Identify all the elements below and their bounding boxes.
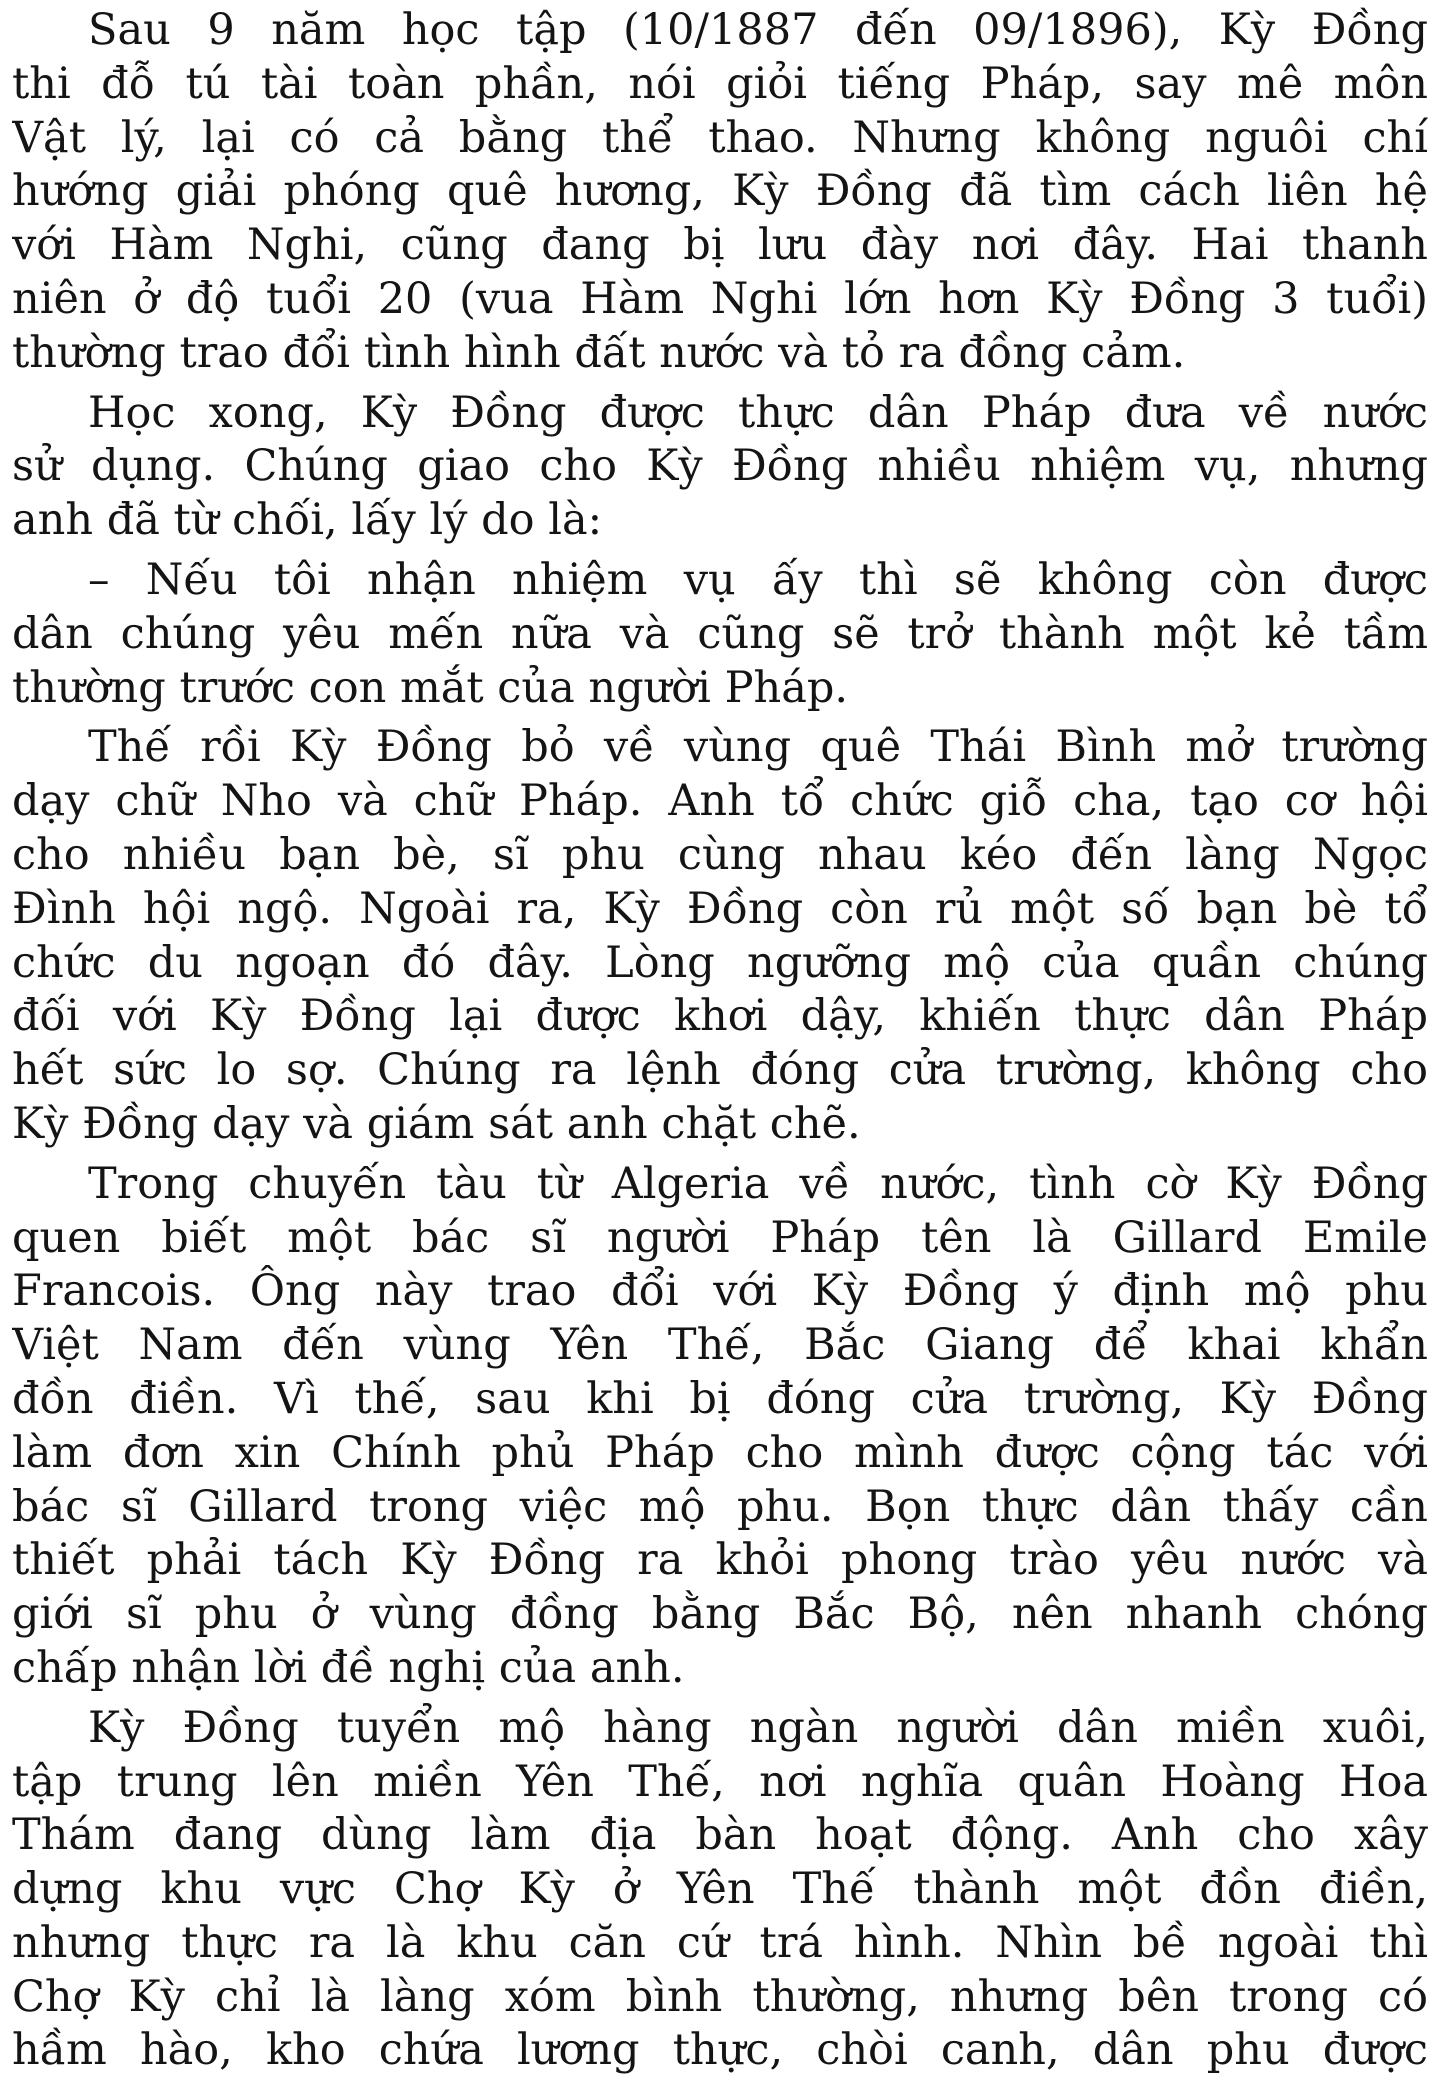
text-line: Kỳ Đồng tuyển mộ hàng ngàn người dân miền xuôi, — [88, 1702, 1428, 1753]
paragraph-4 — [12, 721, 1428, 1151]
text-line: thường trao đổi tình hình đất nước và tỏ ra đồng cảm. — [12, 327, 1186, 378]
text-line: Trong chuyến tàu từ Algeria về nước, tình cờ Kỳ Đồng — [88, 1158, 1428, 1209]
text-line: dân chúng yêu mến nữa và cũng sẽ trở thành một kẻ tầm — [12, 608, 1428, 659]
paragraph-3-quote — [12, 554, 1428, 715]
text-line: thường trước con mắt của người Pháp. — [12, 662, 849, 713]
text-line: chấp nhận lời đề nghị của anh. — [12, 1642, 685, 1693]
text-line: dựng khu vực Chợ Kỳ ở Yên Thế thành một đồn điền, — [12, 1864, 1428, 1915]
text-line: niên ở độ tuổi 20 (vua Hàm Nghi lớn hơn Kỳ Đồng 3 tuổi) — [12, 273, 1428, 324]
text-line: Francois. Ông này trao đổi với Kỳ Đồng ý định mộ phu — [12, 1266, 1428, 1317]
text-line: Kỳ Đồng dạy và giám sát anh chặt chẽ. — [12, 1098, 861, 1149]
text-line: Vật lý, lại có cả bằng thể thao. Nhưng không nguôi chí — [12, 112, 1428, 163]
text-line: Thám đang dùng làm địa bàn hoạt động. Anh cho xây — [12, 1810, 1428, 1861]
paragraph-2 — [12, 387, 1428, 548]
text-line: đồn điền. Vì thế, sau khi bị đóng cửa trường, Kỳ Đồng — [12, 1373, 1428, 1424]
text-line: thi đỗ tú tài toàn phần, nói giỏi tiếng Pháp, say mê môn — [12, 58, 1428, 109]
text-line: chức du ngoạn đó đây. Lòng ngưỡng mộ của quần chúng — [12, 937, 1428, 988]
text-line: bác sĩ Gillard trong việc mộ phu. Bọn thực dân thấy cần — [12, 1481, 1428, 1532]
text-line: đối với Kỳ Đồng lại được khơi dậy, khiến thực dân Pháp — [12, 991, 1428, 1042]
text-line: – Nếu tôi nhận nhiệm vụ ấy thì sẽ không còn được — [88, 554, 1428, 605]
paragraph-5 — [12, 1158, 1428, 1696]
text-line: quen biết một bác sĩ người Pháp tên là Gillard Emile — [12, 1212, 1428, 1263]
text-line: anh đã từ chối, lấy lý do là: — [12, 495, 603, 546]
text-line: cho nhiều bạn bè, sĩ phu cùng nhau kéo đến làng Ngọc — [12, 829, 1428, 880]
paragraph-6 — [12, 1702, 1428, 2079]
text-line: hướng giải phóng quê hương, Kỳ Đồng đã tìm cách liên hệ — [12, 166, 1428, 217]
text-line: hầm hào, kho chứa lương thực, chòi canh, dân phu được — [12, 2025, 1428, 2076]
text-line: thiết phải tách Kỳ Đồng ra khỏi phong trào yêu nước và — [12, 1535, 1428, 1586]
text-line: Sau 9 năm học tập (10/1887 đến 09/1896), Kỳ Đồng — [88, 5, 1428, 55]
text-line: giới sĩ phu ở vùng đồng bằng Bắc Bộ, nên nhanh chóng — [12, 1589, 1428, 1640]
text-line: Học xong, Kỳ Đồng được thực dân Pháp đưa về nước — [88, 387, 1428, 438]
text-line: sử dụng. Chúng giao cho Kỳ Đồng nhiều nhiệm vụ, nhưng — [12, 441, 1428, 492]
text-line: nhưng thực ra là khu căn cứ trá hình. Nhìn bề ngoài thì — [12, 1917, 1428, 1968]
text-line: Đình hội ngộ. Ngoài ra, Kỳ Đồng còn rủ một số bạn bè tổ — [12, 883, 1428, 934]
paragraph-1 — [12, 4, 1428, 381]
text-line: dạy chữ Nho và chữ Pháp. Anh tổ chức giỗ cha, tạo cơ hội — [12, 776, 1428, 827]
text-line: tập trung lên miền Yên Thế, nơi nghĩa quân Hoàng Hoa — [12, 1756, 1428, 1807]
text-line: làm đơn xin Chính phủ Pháp cho mình được cộng tác với — [12, 1427, 1428, 1478]
text-line: với Hàm Nghi, cũng đang bị lưu đày nơi đây. Hai thanh — [12, 220, 1428, 271]
document-page — [12, 4, 1428, 2084]
text-line: Thế rồi Kỳ Đồng bỏ về vùng quê Thái Bình mở trường — [88, 722, 1428, 773]
text-line: hết sức lo sợ. Chúng ra lệnh đóng cửa trường, không cho — [12, 1045, 1428, 1096]
text-line: Việt Nam đến vùng Yên Thế, Bắc Giang để khai khẩn — [12, 1320, 1428, 1371]
text-line: Chợ Kỳ chỉ là làng xóm bình thường, nhưng bên trong có — [12, 1971, 1428, 2022]
